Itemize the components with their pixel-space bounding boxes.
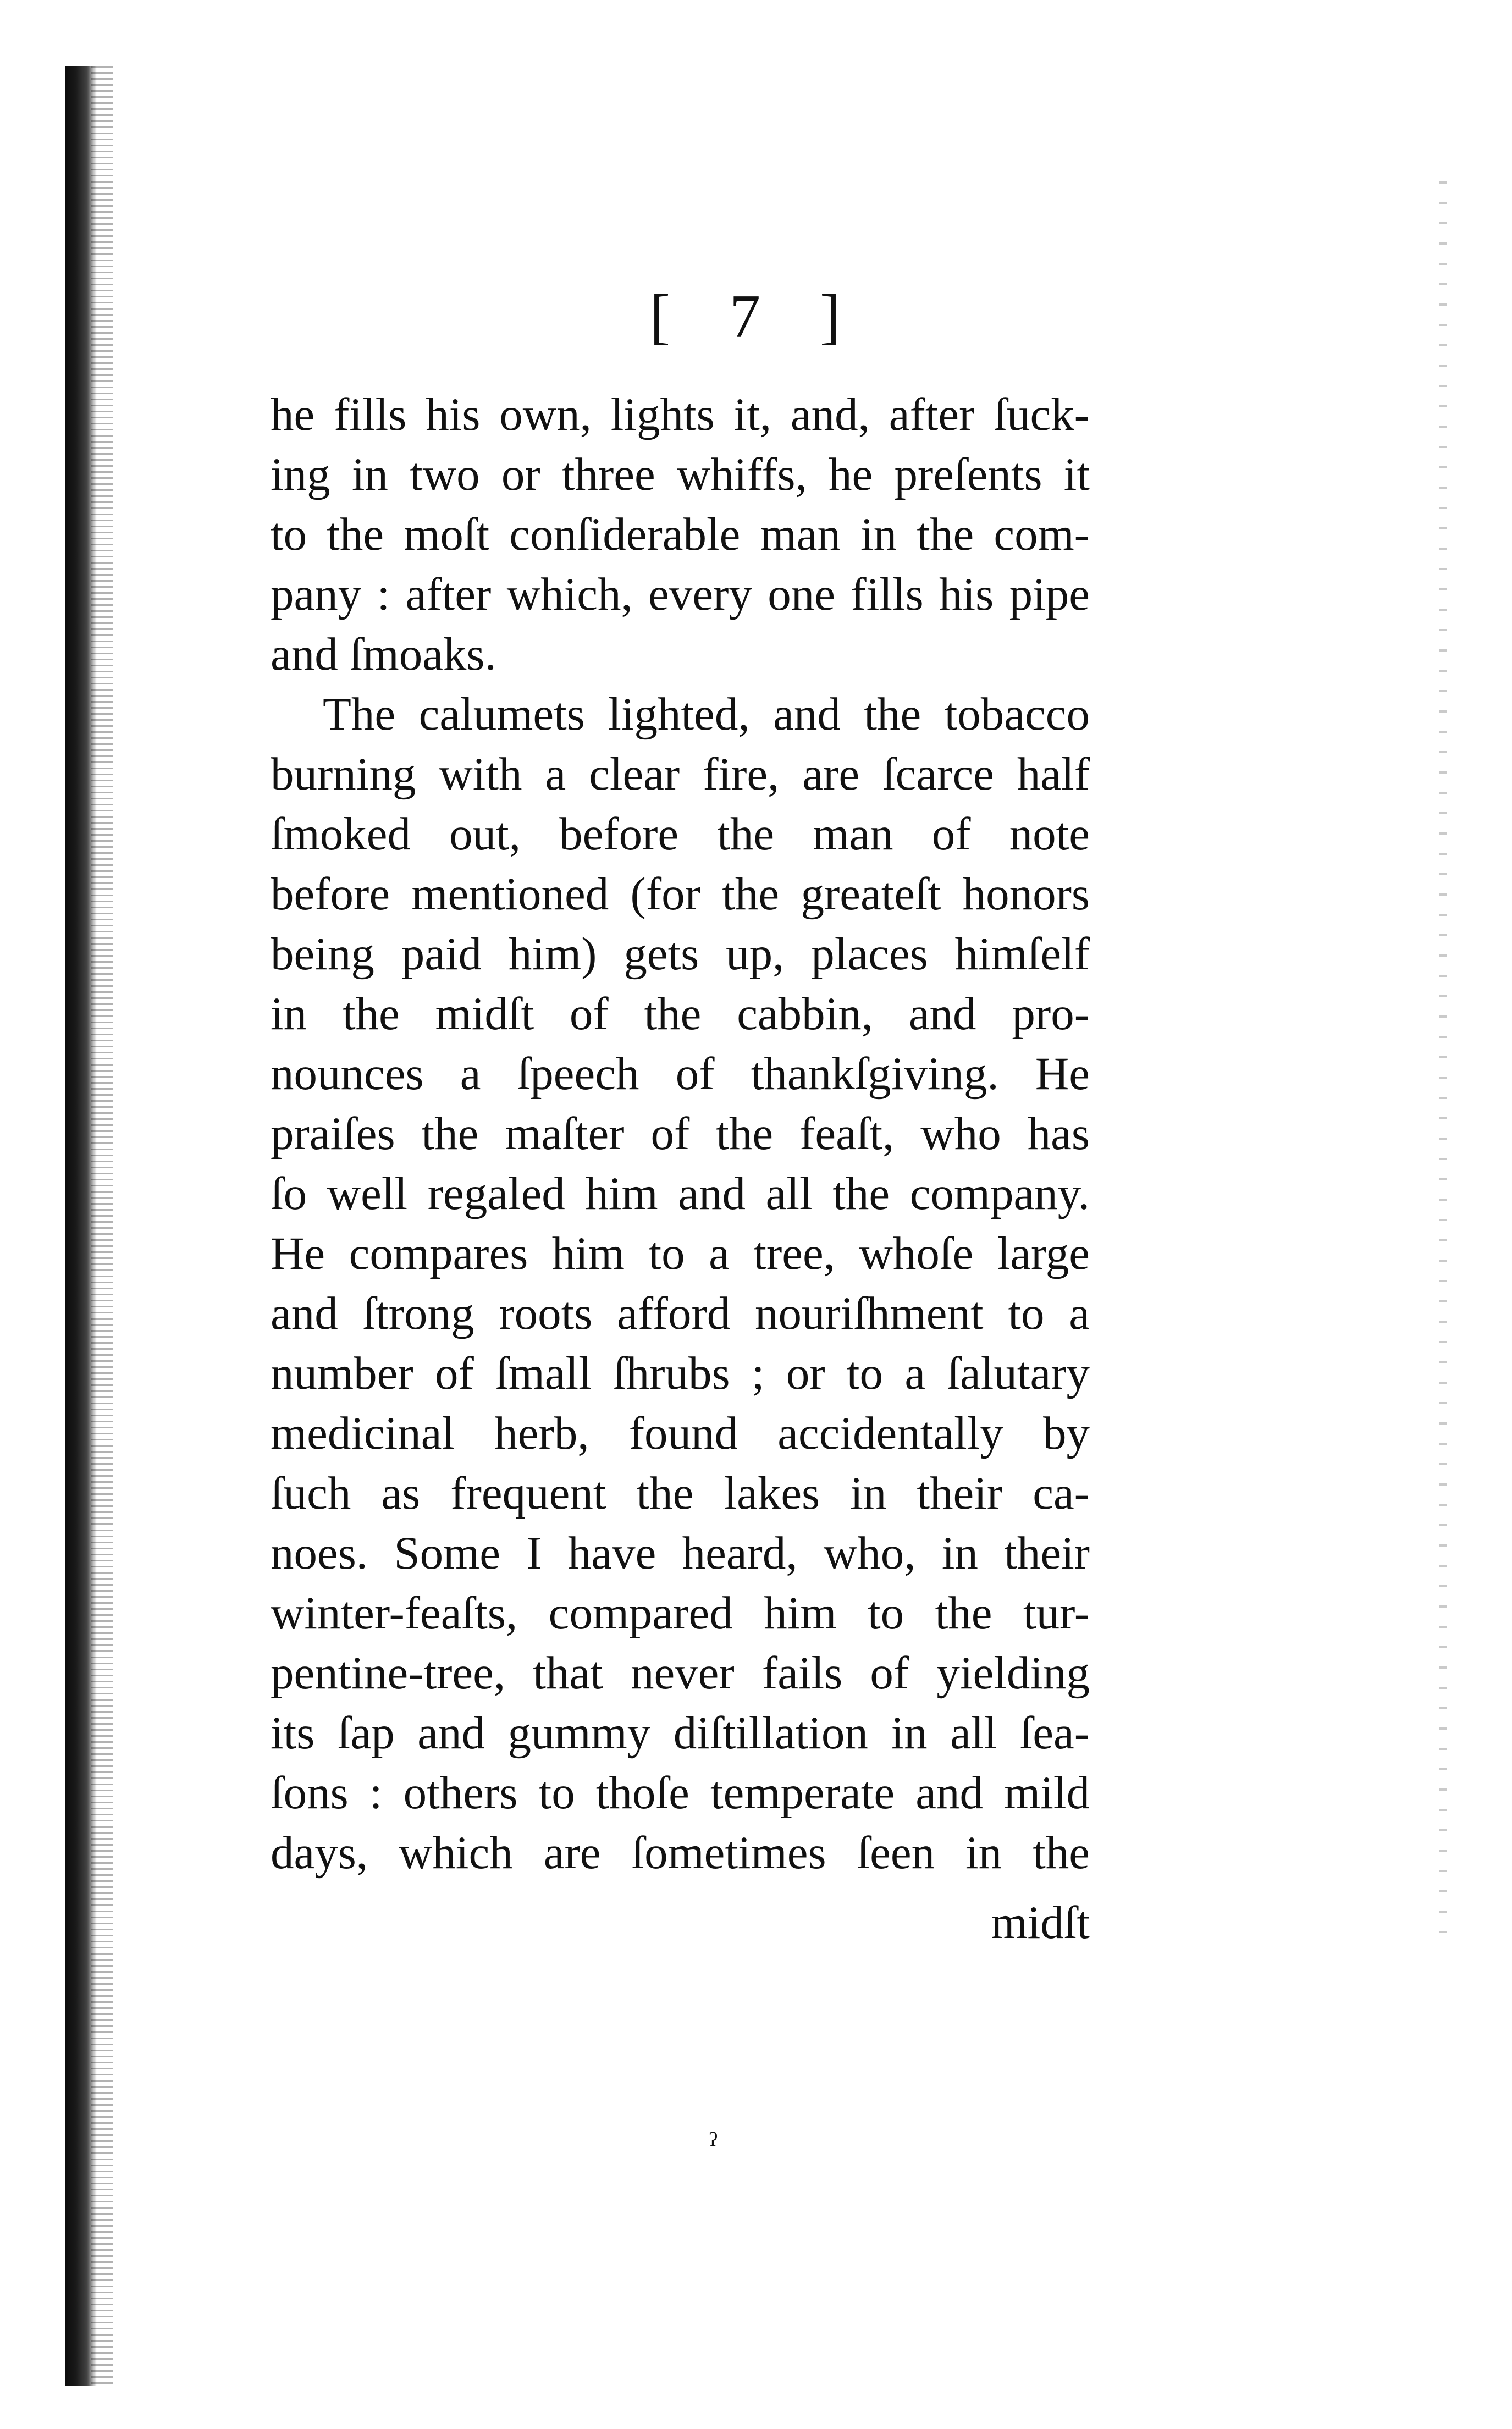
text-line: ſmoked out, before the man of note [271, 808, 1090, 860]
text-line: pany : after which, every one fills his pipe [271, 568, 1090, 620]
page-number: [ 7 ] [649, 283, 863, 351]
text-line: medicinal herb, found accidentally by [271, 1407, 1090, 1459]
text-line: days, which are ſometimes ſeen in the [271, 1827, 1090, 1879]
body-text [271, 385, 1090, 1883]
text-line: its ſap and gummy diſtillation in all ſea- [271, 1707, 1090, 1759]
text-line: ing in two or three whiffs, he preſents it [271, 449, 1090, 500]
text-line: being paid him) gets up, places himſelf [271, 928, 1090, 980]
page-edge-speckle [1439, 181, 1447, 1941]
text-line: pentine-tree, that never fails of yielding [271, 1647, 1090, 1699]
text-line: winter-feaſts, compared him to the tur- [271, 1587, 1090, 1639]
paragraph-1 [271, 385, 1090, 684]
text-line: ſons : others to thoſe temperate and mild [271, 1767, 1090, 1819]
text-line: noes. Some I have heard, who, in their [271, 1527, 1090, 1579]
text-line: The calumets lighted, and the tobacco [323, 688, 1090, 740]
text-line: praiſes the maſter of the feaſt, who has [271, 1108, 1090, 1160]
text-line: burning with a clear fire, are ſcarce half [271, 748, 1090, 800]
text-line: number of ſmall ſhrubs ; or to a ſalutary [271, 1348, 1090, 1399]
text-line: ſo well regaled him and all the company. [271, 1168, 1090, 1219]
text-line: nounces a ſpeech of thankſgiving. He [271, 1048, 1090, 1100]
text-line: and ſmoaks. [271, 628, 496, 680]
text-line: and ſtrong roots afford nouriſhment to a [271, 1288, 1090, 1339]
paragraph-2 [271, 684, 1090, 1883]
text-line: in the midſt of the cabbin, and pro- [271, 988, 1090, 1040]
text-line: ſuch as frequent the lakes in their ca- [271, 1467, 1090, 1519]
text-line: before mentioned (for the greateſt honors [271, 868, 1090, 920]
text-line: He compares him to a tree, whoſe large [271, 1228, 1090, 1279]
catchword: midſt [991, 1897, 1090, 1948]
text-line: to the moſt conſiderable man in the com- [271, 509, 1090, 560]
binding-shadow [91, 66, 113, 2386]
stray-ink-mark: ˀ [709, 2126, 718, 2162]
text-line: he fills his own, lights it, and, after ſuck- [271, 389, 1090, 440]
